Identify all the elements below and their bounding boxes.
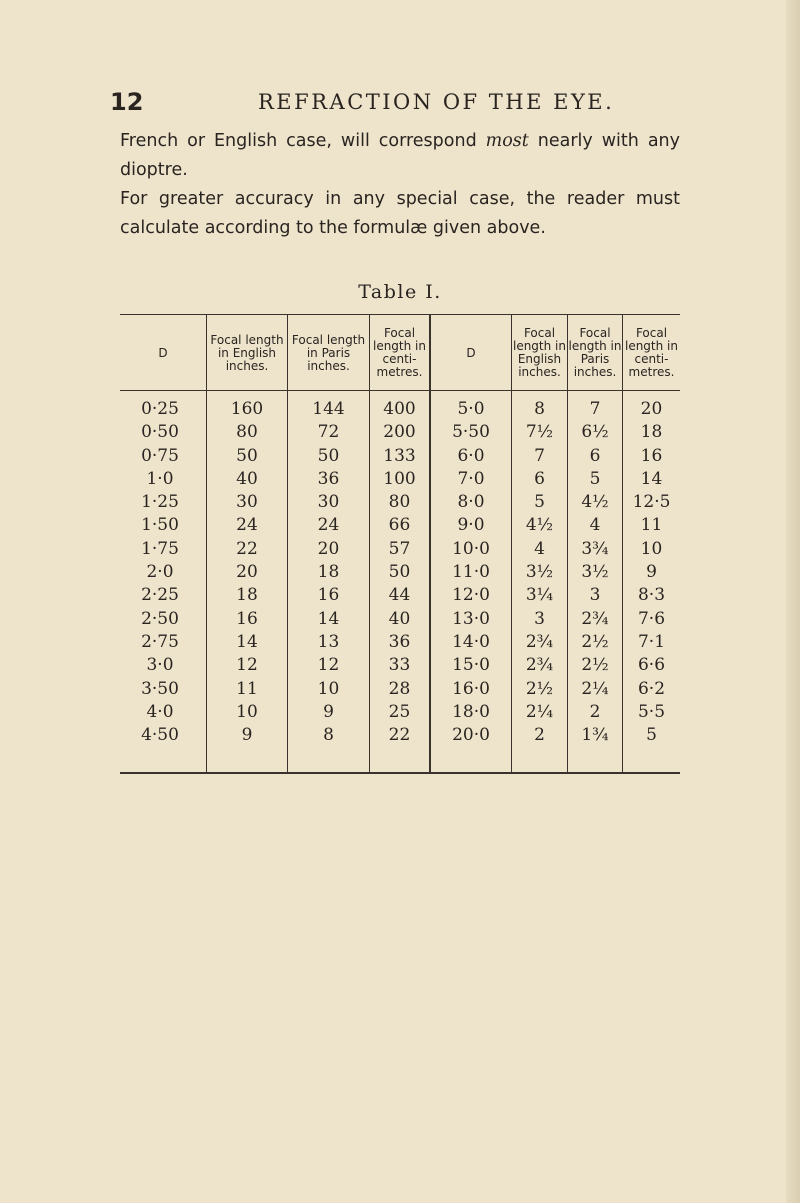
table-header-rule [120, 390, 680, 391]
table-cell: 40 [388, 608, 411, 629]
table-cell: 50 [236, 445, 258, 466]
table-cell: 14 [640, 468, 663, 489]
table-cell: 3¼ [525, 585, 554, 606]
table-cell: 11 [236, 678, 258, 699]
table-cell: 1·50 [141, 515, 179, 536]
table-cell: 15·0 [452, 655, 490, 676]
table-cell: 0·50 [141, 422, 179, 443]
table-cell: 18 [317, 562, 340, 583]
table-cell: 133 [383, 445, 416, 466]
table-cell: 5·0 [457, 399, 485, 419]
table-cell: 2¼ [525, 701, 554, 722]
table-cell: 8·0 [457, 492, 485, 513]
table-cell: 2 [589, 701, 601, 722]
table-cell: 2·25 [141, 585, 179, 606]
table-cell: 12 [236, 655, 258, 676]
column-paris-inches-left [288, 398, 369, 747]
table-cell: 8 [323, 725, 334, 746]
table-cell: 9·0 [457, 515, 485, 536]
para1-text-b: nearly with any dioptre. [120, 131, 680, 180]
table-cell: 12 [317, 655, 340, 676]
table-cell: 2½ [525, 678, 554, 699]
table-cell: 8 [534, 399, 545, 419]
table-cell: 50 [317, 445, 340, 466]
table-cell: 7 [534, 445, 545, 466]
table-cell: 36 [317, 468, 340, 489]
table-cell: 6 [589, 445, 601, 466]
table-cell: 66 [388, 515, 411, 536]
table-cell: 80 [388, 492, 411, 513]
table-top-rule [120, 314, 680, 315]
table-cell: 16 [317, 585, 340, 606]
table-cell: 25 [388, 701, 411, 722]
table-cell: 22 [388, 725, 411, 746]
table-cell: 80 [236, 422, 258, 443]
table-cell: 7·0 [457, 468, 485, 489]
table-cell: 200 [383, 422, 416, 443]
table-cell: 9 [241, 725, 253, 746]
table-cell: 2¾ [525, 631, 554, 652]
table-cell: 20 [640, 399, 663, 419]
table-cell: 5 [534, 492, 545, 513]
table-cell: 16 [236, 608, 258, 629]
table-cell: 2¼ [581, 678, 609, 699]
header-d-left: D [158, 345, 168, 360]
table-cell: 6·6 [637, 655, 666, 676]
table-cell: 5 [646, 725, 657, 746]
table-cell: 160 [230, 399, 264, 419]
body-paragraph-1 [120, 127, 680, 185]
table-cell: 5 [589, 468, 601, 489]
table-cell: 20·0 [452, 725, 490, 746]
table-cell: 16·0 [452, 678, 490, 699]
table-cell: 33 [388, 655, 411, 676]
column-english-inches-right [512, 398, 567, 747]
table-cell: 400 [383, 399, 416, 419]
table-cell: 57 [388, 538, 411, 559]
column-english-inches-left [207, 398, 287, 747]
page-number: 12 [110, 88, 144, 116]
table-cell: 18 [640, 422, 663, 443]
header-english-inches-right: Focal length in English inches. [512, 326, 566, 379]
focal-length-table [120, 314, 680, 776]
table-cell: 16 [640, 445, 663, 466]
table-cell: 72 [317, 422, 340, 443]
table-cell: 7½ [525, 422, 554, 443]
column-d-left [120, 398, 200, 747]
table-cell: 11 [640, 515, 663, 536]
table-cell: 10·0 [452, 538, 490, 559]
table-cell: 36 [388, 631, 411, 652]
table-cell: 1·75 [141, 538, 179, 559]
table-cell: 14 [236, 631, 258, 652]
table-cell: 0·25 [141, 399, 179, 419]
table-cell: 3 [589, 585, 601, 606]
table-cell: 2 [534, 725, 545, 746]
table-cell: 7·1 [637, 631, 666, 652]
table-cell: 4½ [581, 492, 609, 513]
table-cell: 9 [646, 562, 657, 583]
table-cell: 13 [317, 631, 340, 652]
table-cell: 3·0 [146, 655, 174, 676]
table-cell: 3·50 [141, 678, 179, 699]
header-centimetres-left: Focal length in centi-metres. [372, 326, 426, 379]
table-title: Table I. [358, 281, 442, 303]
table-cell: 100 [383, 468, 416, 489]
table-cell: 2·50 [141, 608, 179, 629]
table-cell: 6 [534, 468, 545, 489]
column-paris-inches-right [568, 398, 622, 747]
table-cell: 7 [589, 399, 601, 419]
table-cell: 11·0 [452, 562, 490, 583]
header-centimetres-right: Focal length in centi-metres. [624, 326, 678, 379]
table-cell: 1·25 [141, 492, 179, 513]
header-english-inches-left: Focal length in English inches. [210, 332, 284, 373]
table-cell: 1·0 [146, 468, 174, 489]
column-d-right [431, 398, 511, 747]
table-cell: 20 [317, 538, 340, 559]
table-cell: 2½ [581, 655, 609, 676]
table-cell: 8·3 [637, 585, 666, 606]
table-cell: 44 [388, 585, 411, 606]
running-title: REFRACTION OF THE EYE. [258, 90, 615, 114]
table-cell: 1¾ [581, 725, 609, 746]
table-cell: 2·75 [141, 631, 179, 652]
table-cell: 4 [534, 538, 545, 559]
table-cell: 6·2 [637, 678, 666, 699]
table-cell: 4·0 [146, 701, 174, 722]
column-centimetres-right [623, 398, 680, 747]
header-paris-inches-right: Focal length in Paris inches. [568, 326, 622, 379]
table-cell: 13·0 [452, 608, 490, 629]
table-cell: 5·50 [452, 422, 490, 443]
table-cell: 2½ [581, 631, 609, 652]
table-cell: 0·75 [141, 445, 179, 466]
table-cell: 5·5 [637, 701, 666, 722]
table-cell: 24 [236, 515, 258, 536]
running-head [110, 88, 710, 118]
table-cell: 6½ [581, 422, 609, 443]
table-cell: 28 [388, 678, 411, 699]
table-cell: 144 [312, 399, 345, 419]
table-cell: 40 [236, 468, 258, 489]
table-cell: 3¾ [581, 538, 609, 559]
body-paragraph-2: For greater accuracy in any special case, the reader must calculate according to the formulæ given above. [120, 189, 680, 238]
table-cell: 10 [317, 678, 340, 699]
table-cell: 2¾ [525, 655, 554, 676]
table-cell: 12·0 [452, 585, 490, 606]
table-cell: 4 [589, 515, 601, 536]
para1-emphasis: most [485, 131, 529, 151]
table-cell: 20 [236, 562, 258, 583]
header-d-right: D [466, 345, 476, 360]
table-cell: 14·0 [452, 631, 490, 652]
table-cell: 24 [317, 515, 340, 536]
table-bottom-rule [120, 772, 680, 774]
table-cell: 22 [236, 538, 258, 559]
table-cell: 9 [323, 701, 334, 722]
table-cell: 10 [236, 701, 258, 722]
table-cell: 6·0 [457, 445, 485, 466]
header-paris-inches-left: Focal length in Paris inches. [291, 332, 366, 373]
table-cell: 30 [317, 492, 340, 513]
table-cell: 18·0 [452, 701, 490, 722]
table-cell: 3 [534, 608, 545, 629]
table-cell: 4·50 [141, 725, 179, 746]
table-cell: 2·0 [146, 562, 174, 583]
table-cell: 14 [317, 608, 340, 629]
table-cell: 12·5 [632, 492, 671, 513]
table-cell: 2¾ [581, 608, 609, 629]
table-cell: 30 [236, 492, 258, 513]
table-cell: 50 [388, 562, 411, 583]
para1-text-a: French or English case, will correspond [120, 131, 486, 151]
table-cell: 18 [236, 585, 258, 606]
column-centimetres-left [370, 398, 429, 747]
table-cell: 4½ [525, 515, 554, 536]
table-cell: 3½ [581, 562, 609, 583]
page-edge [786, 0, 800, 1203]
table-cell: 10 [640, 538, 663, 559]
table-cell: 7·6 [637, 608, 666, 629]
table-cell: 3½ [525, 562, 554, 583]
